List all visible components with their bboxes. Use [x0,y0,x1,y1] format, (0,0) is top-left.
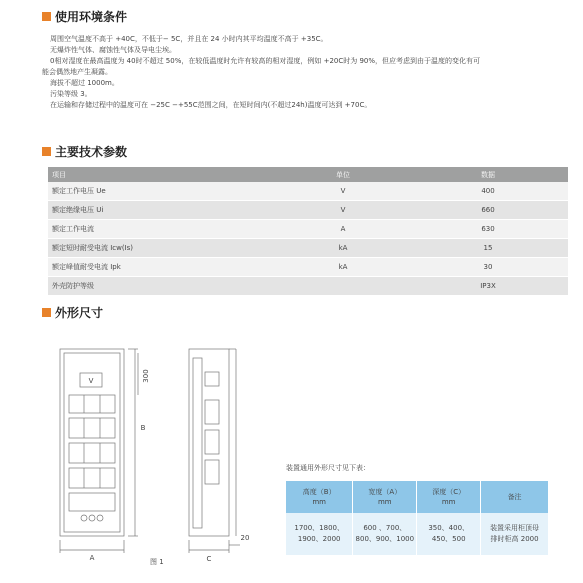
env-line: 能会偶然地产生凝露。 [42,68,112,76]
cell: 15 [408,239,568,258]
figure-label: 图 1 [150,558,164,566]
cell: 装置采用柜顶母 排时柜高 2000 [481,513,549,555]
component [69,418,115,438]
cell: 额定峰值耐受电流 Ipk [48,258,278,277]
env-line: 海拔不超过 1000m。 [50,79,119,87]
dims-table [286,481,549,555]
cell: V [278,201,408,220]
cell: A [278,220,408,239]
dims-header-row [286,481,549,513]
tech-header-data: 数据 [408,167,568,182]
cell: V [278,182,408,201]
table-row [286,513,549,555]
env-line: 0相对湿度在最高温度为 40时不超过 50%，在较低温度时允许有较高的相对湿度，例如 +20C时为 90%，但应考虑到由于温度的变化有可 [50,57,481,65]
meter-label: V [88,377,94,385]
cell: kA [278,239,408,258]
cell: 额定绝缘电压 Ui [48,201,278,220]
component [69,493,115,511]
env-title: 使用环境条件 [55,10,128,24]
cell: 额定工作电流 [48,220,278,239]
dims-header-width: 宽度（A） mm [353,481,417,513]
dims-header-depth: 深度（C） mm [417,481,481,513]
cell: 30 [408,258,568,277]
cell: IP3X [408,277,568,296]
dims-header-note: 备注 [481,481,549,513]
label-300: 300 [142,369,150,383]
cell: 630 [408,220,568,239]
tech-header-unit: 单位 [278,167,408,182]
env-line: 无爆炸性气体、腐蚀性气体及导电尘埃。 [50,46,176,54]
cell: 400 [408,182,568,201]
env-line: 周围空气温度不高于 +40C，不低于− 5C，并且在 24 小时内其平均温度不高于 +35C。 [50,35,328,43]
dims-title: 外形尺寸 [55,306,104,320]
dims-header-height: 高度（B） mm [286,481,353,513]
cell: 外壳防护等级 [48,277,278,296]
cell: 660 [408,201,568,220]
label-c: C [206,555,212,563]
dims-caption: 装置通用外形尺寸见下表： [286,464,370,472]
label-a: A [89,554,95,562]
tech-header-item: 项目 [48,167,278,182]
component [69,443,115,463]
cell: 额定工作电压 Ue [48,182,278,201]
cell: 额定短时耐受电流 Icw(Is) [48,239,278,258]
cell: 350、400、 450、500 [417,513,481,555]
label-b: B [140,424,146,432]
label-20: 20 [240,534,250,542]
component [69,395,115,413]
side-outline [189,349,229,536]
tech-title: 主要技术参数 [55,145,128,159]
component [69,468,115,488]
cell: kA [278,258,408,277]
cell: 600 、700、 800、900、1000 [353,513,417,555]
env-line: 污染等级 3。 [50,90,92,98]
cell: 1700、1800、 1900、2000 [286,513,353,555]
env-line: 在运输和存储过程中的温度可在 −25C −+55C范围之间，在短时间内(不超过24h)温度可达到 +70C。 [50,101,372,109]
